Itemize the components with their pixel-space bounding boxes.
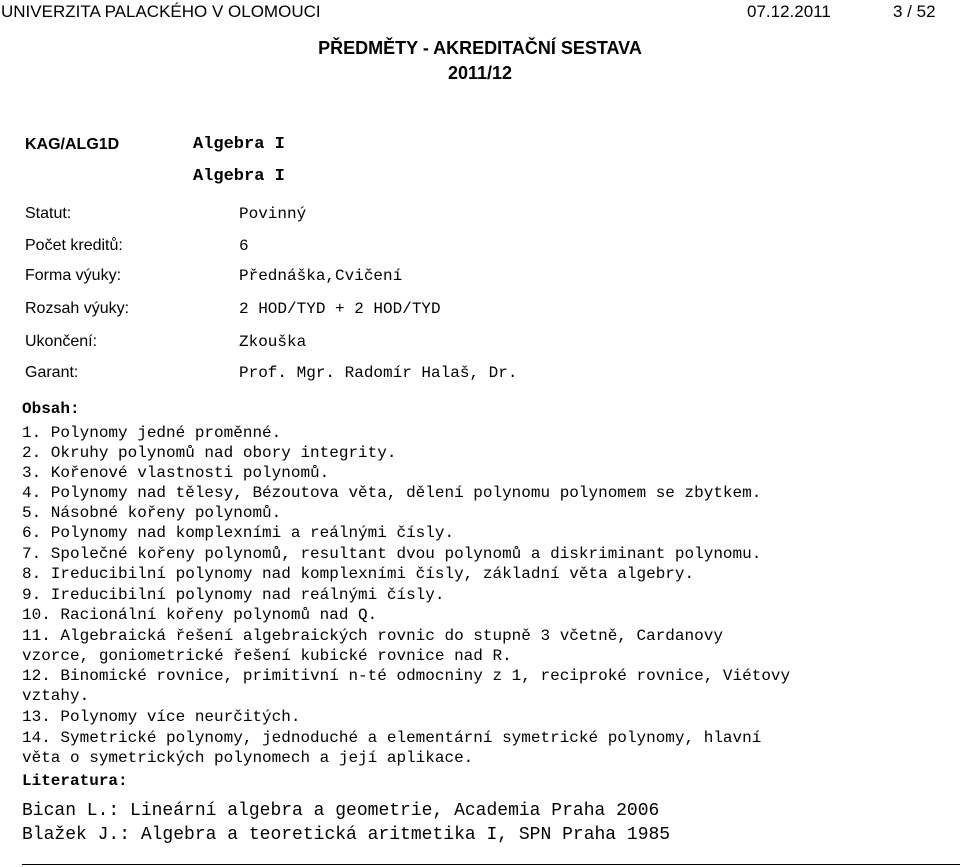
footer-divider [22,864,960,865]
content-line: 12. Binomické rovnice, primitivní n-té odmocniny z 1, reciproké rovnice, Viétovy [22,667,791,685]
content-line: 4. Polynomy nad tělesy, Bézoutova věta, dělení polynomu polynomem se zbytkem. [22,484,762,502]
completion-value: Zkouška [239,333,307,351]
status-value: Povinný [239,205,307,223]
literature-item: Blažek J.: Algebra a teoretická aritmetika I, SPN Praha 1985 [22,825,671,845]
guarantor-value: Prof. Mgr. Radomír Halaš, Dr. [239,364,518,382]
course-name-alt: Algebra I [193,167,285,186]
content-line: 11. Algebraická řešení algebraických rovnic do stupně 3 včetně, Cardanovy [22,627,723,645]
teaching-form-label: Forma výuky: [25,267,122,284]
teaching-range-value: 2 HOD/TYD + 2 HOD/TYD [239,300,441,318]
academic-year: 2011/12 [447,63,513,83]
credits-value: 6 [239,237,249,255]
teaching-range-label: Rozsah výuky: [25,300,130,317]
guarantor-label: Garant: [25,364,79,381]
course-code: KAG/ALG1D [25,136,120,153]
course-name: Algebra I [193,135,285,154]
content-line: 9. Ireducibilní polynomy nad reálnými čísly. [22,586,445,604]
content-line: 2. Okruhy polynomů nad obory integrity. [22,444,397,462]
institution-name: UNIVERZITA PALACKÉHO V OLOMOUCI [1,2,321,21]
teaching-form-value: Přednáška,Cvičení [239,267,403,285]
content-line: věta o symetrických polynomech a její aplikace. [22,749,474,767]
report-title: PŘEDMĚTY - AKREDITAČNÍ SESTAVA [318,38,642,58]
content-line: 10. Racionální kořeny polynomů nad Q. [22,606,378,624]
content-heading: Obsah: [22,400,80,418]
content-line: 14. Symetrické polynomy, jednoduché a elementární symetrické polynomy, hlavní [22,729,762,747]
content-line: 7. Společné kořeny polynomů, resultant dvou polynomů a diskriminant polynomu. [22,545,762,563]
content-line: vzorce, goniometrické řešení kubické rovnice nad R. [22,647,512,665]
credits-label: Počet kreditů: [25,237,123,254]
completion-label: Ukončení: [25,333,98,350]
literature-item: Bican L.: Lineární algebra a geometrie, Academia Praha 2006 [22,801,660,821]
content-line: 6. Polynomy nad komplexními a reálnými čísly. [22,524,455,542]
page-number: 3 / 52 [893,2,936,21]
content-line: vztahy. [22,687,90,705]
literature-heading: Literatura: [22,772,128,790]
report-date: 07.12.2011 [747,2,831,21]
status-label: Statut: [25,205,72,222]
content-line: 13. Polynomy více neurčitých. [22,708,301,726]
content-line: 3. Kořenové vlastnosti polynomů. [22,464,330,482]
content-line: 1. Polynomy jedné proměnné. [22,424,282,442]
content-line: 5. Násobné kořeny polynomů. [22,504,282,522]
content-line: 8. Ireducibilní polynomy nad komplexními čísly, základní věta algebry. [22,565,695,583]
